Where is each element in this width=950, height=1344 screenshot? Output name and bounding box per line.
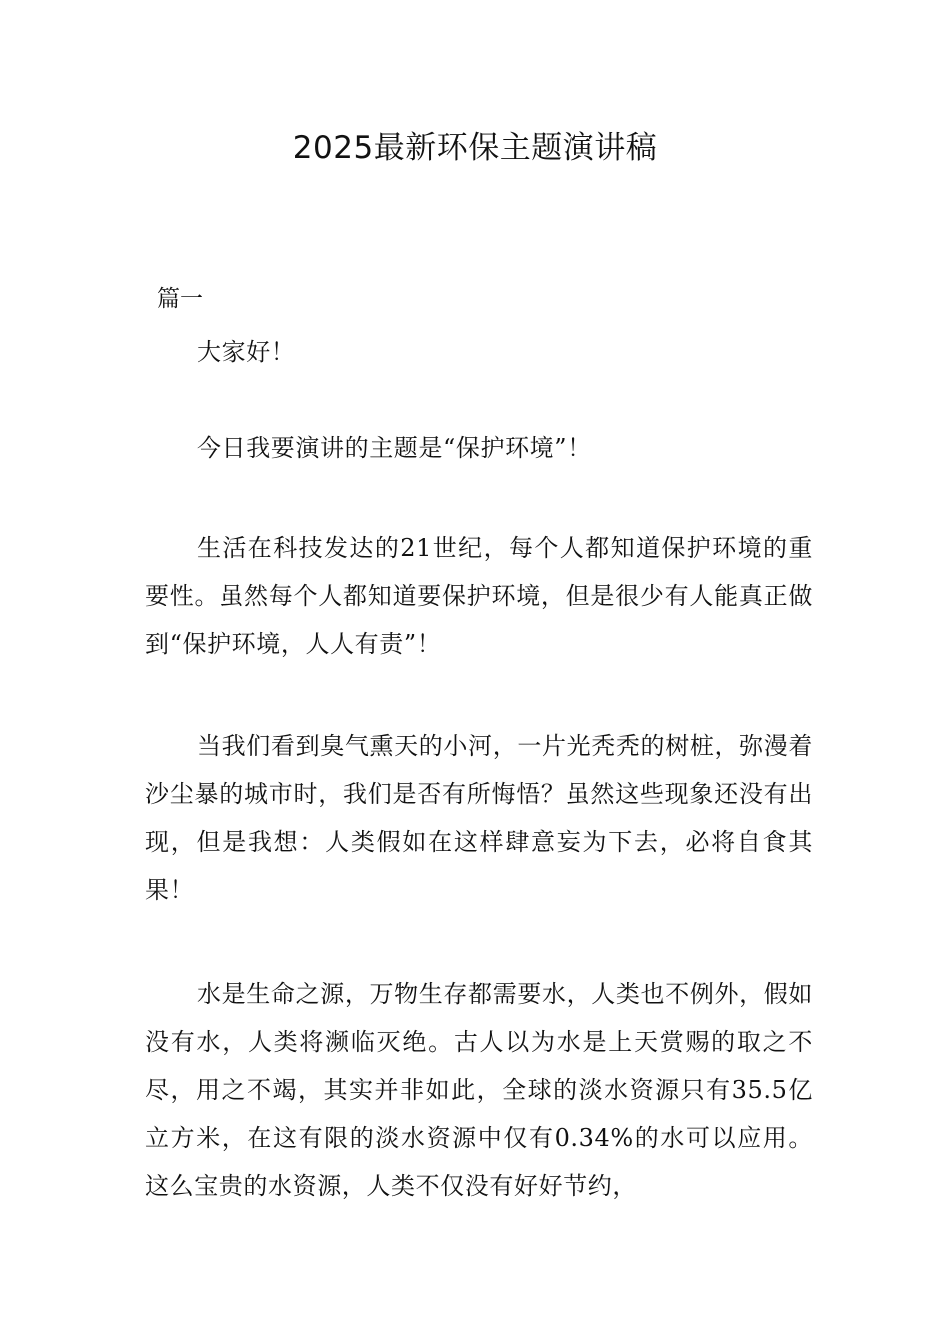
paragraph-water: 水是生命之源，万物生存都需要水，人类也不例外，假如没有水，人类将濒临灭绝。古人以为水是上天赏赐的取之不尽，用之不竭，其实并非如此，全球的淡水资源只有35.5亿立方米，在这有限的淡水资源中仅有0.34%的水可以应用。这么宝贵的水资源，人类不仅没有好好节约，: [145, 980, 813, 1200]
paragraph-greeting: 大家好！: [197, 338, 296, 366]
paragraph-topic: 今日我要演讲的主题是“保护环境”！: [197, 434, 592, 462]
paragraph-importance: 生活在科技发达的21世纪，每个人都知道保护环境的重要性。虽然每个人都知道要保护环境，但是很少有人能真正做到“保护环境，人人有责”！: [145, 534, 813, 658]
paragraph-reflection: 当我们看到臭气熏天的小河，一片光秃秃的树桩，弥漫着沙尘暴的城市时，我们是否有所悔悟？虽然这些现象还没有出现，但是我想：人类假如在这样肆意妄为下去，必将自食其果！: [145, 732, 813, 904]
document-title: 2025最新环保主题演讲稿: [292, 130, 658, 166]
section-label: 篇一: [157, 286, 203, 312]
